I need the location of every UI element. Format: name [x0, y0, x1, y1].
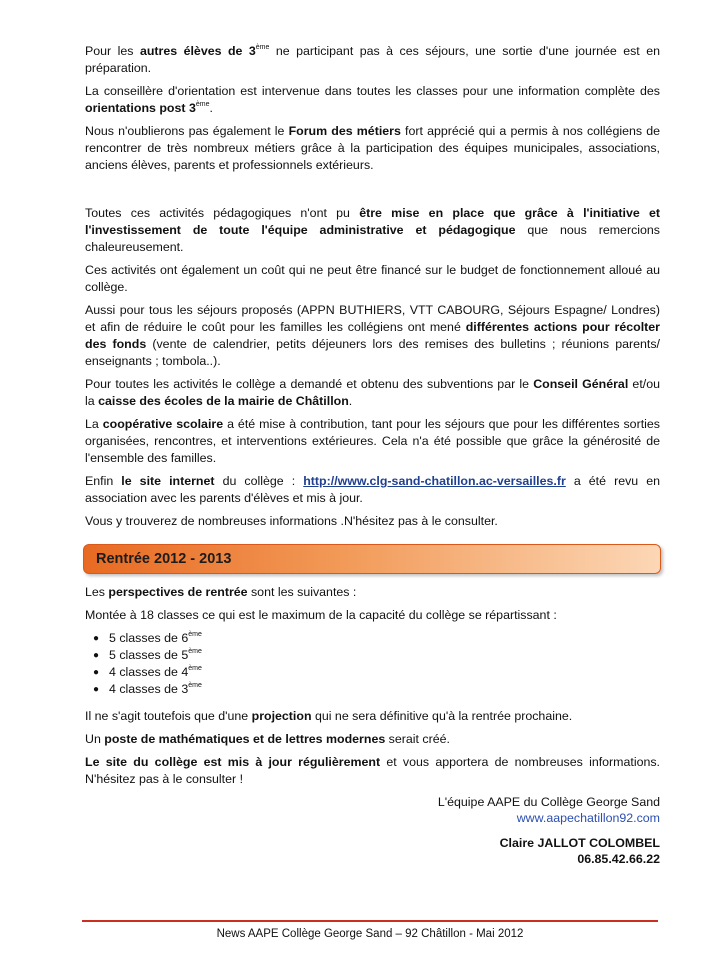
- paragraph-website: Enfin le site internet du collège : http://www.clg-sand-chatillon.ac-versailles.fr a été revu en association avec les parents d'élèves et mis à jour.: [85, 474, 661, 505]
- signature-block: [85, 794, 660, 867]
- paragraph-consult: Vous y trouverez de nombreuses informations .N'hésitez pas à le consulter.: [85, 514, 498, 528]
- paragraph-new-positions: Un poste de mathématiques et de lettres modernes serait créé.: [85, 732, 450, 746]
- signature-phone: 06.85.42.66.22: [577, 852, 660, 866]
- superscript: ème: [255, 44, 270, 51]
- paragraph-forum-metiers: Nous n'oublierons pas également le Forum des métiers fort apprécié qui a permis à nos collégiens de rencontrer de très nombreux métiers grâce à la participation des équipes municipales, associations, anciens élèves, parents et professionnels extérieurs.: [85, 124, 660, 172]
- bullet-icon: ●: [93, 633, 100, 644]
- list-item: ● 5 classes de 5ème: [93, 648, 202, 662]
- bullet-icon: ●: [93, 650, 100, 661]
- page-content: [85, 43, 660, 867]
- association-website-link[interactable]: www.aapechatillon92.com: [516, 811, 660, 825]
- bullet-icon: ●: [93, 684, 100, 695]
- banner-title: Rentrée 2012 - 2013: [96, 550, 232, 567]
- signature-team: L'équipe AAPE du Collège George Sand: [437, 795, 660, 809]
- footer-divider: [82, 920, 658, 922]
- class-distribution-list: [85, 630, 660, 698]
- page-footer: News AAPE Collège George Sand – 92 Châtillon - Mai 2012: [216, 928, 524, 940]
- paragraph-perspectives: Les perspectives de rentrée sont les suivantes :: [85, 585, 357, 599]
- paragraph-cost: Ces activités ont également un coût qui ne peut être financé sur le budget de fonctionnement alloué au collège.: [85, 263, 660, 294]
- list-item: ● 4 classes de 4ème: [93, 665, 202, 679]
- superscript: ème: [195, 101, 210, 108]
- school-website-link[interactable]: http://www.clg-sand-chatillon.ac-versailles.fr: [303, 474, 566, 488]
- section-banner-rentree: [83, 544, 661, 574]
- paragraph-orientation: La conseillère d'orientation est intervenue dans toutes les classes pour une information complète des orientations post 3ème.: [85, 84, 660, 115]
- signature-name: Claire JALLOT COLOMBEL: [499, 836, 660, 850]
- paragraph-other-students: Pour les autres élèves de 3ème ne participant pas à ces séjours, une sortie d'une journée est en préparation.: [85, 44, 660, 75]
- spacer: [85, 180, 660, 205]
- paragraph-thanks-team: Toutes ces activités pédagogiques n'ont pu être mise en place que grâce à l'initiative et l'investissement de toute l'équipe administrative et pédagogique que nous remercions chaleureusement.: [85, 206, 661, 254]
- paragraph-subsidies: Pour toutes les activités le collège a demandé et obtenu des subventions par le Conseil Général et/ou la caisse des écoles de la mairie de Châtillon.: [85, 377, 660, 408]
- bullet-icon: ●: [93, 667, 100, 678]
- paragraph-projection: Il ne s'agit toutefois que d'une projection qui ne sera définitive qu'à la rentrée prochaine.: [85, 709, 573, 723]
- paragraph-cooperative: La coopérative scolaire a été mise à contribution, tant pour les séjours que pour les différentes sorties organisées, rencontres, et interventions extérieures. Cela n'a été possible que grâce la générosité de l'ensemble des familles.: [85, 417, 660, 465]
- paragraph-capacity: Montée à 18 classes ce qui est le maximum de la capacité du collège se répartissant :: [85, 608, 557, 622]
- list-item: ● 5 classes de 6ème: [93, 631, 202, 645]
- paragraph-fundraising: Aussi pour tous les séjours proposés (APPN BUTHIERS, VTT CABOURG, Séjours Espagne/ Londres) et afin de réduire le coût pour les familles les collégiens ont mené différentes actions pour récolter des fonds (vente de calendrier, petits déjeuners lors des remises des bulletins ; réunions parents/ enseignants ; tombola..).: [85, 303, 660, 368]
- paragraph-site-updates: Le site du collège est mis à jour régulièrement et vous apportera de nombreuses informations. N'hésitez pas à le consulter !: [85, 755, 660, 786]
- list-item: ● 4 classes de 3ème: [93, 682, 202, 696]
